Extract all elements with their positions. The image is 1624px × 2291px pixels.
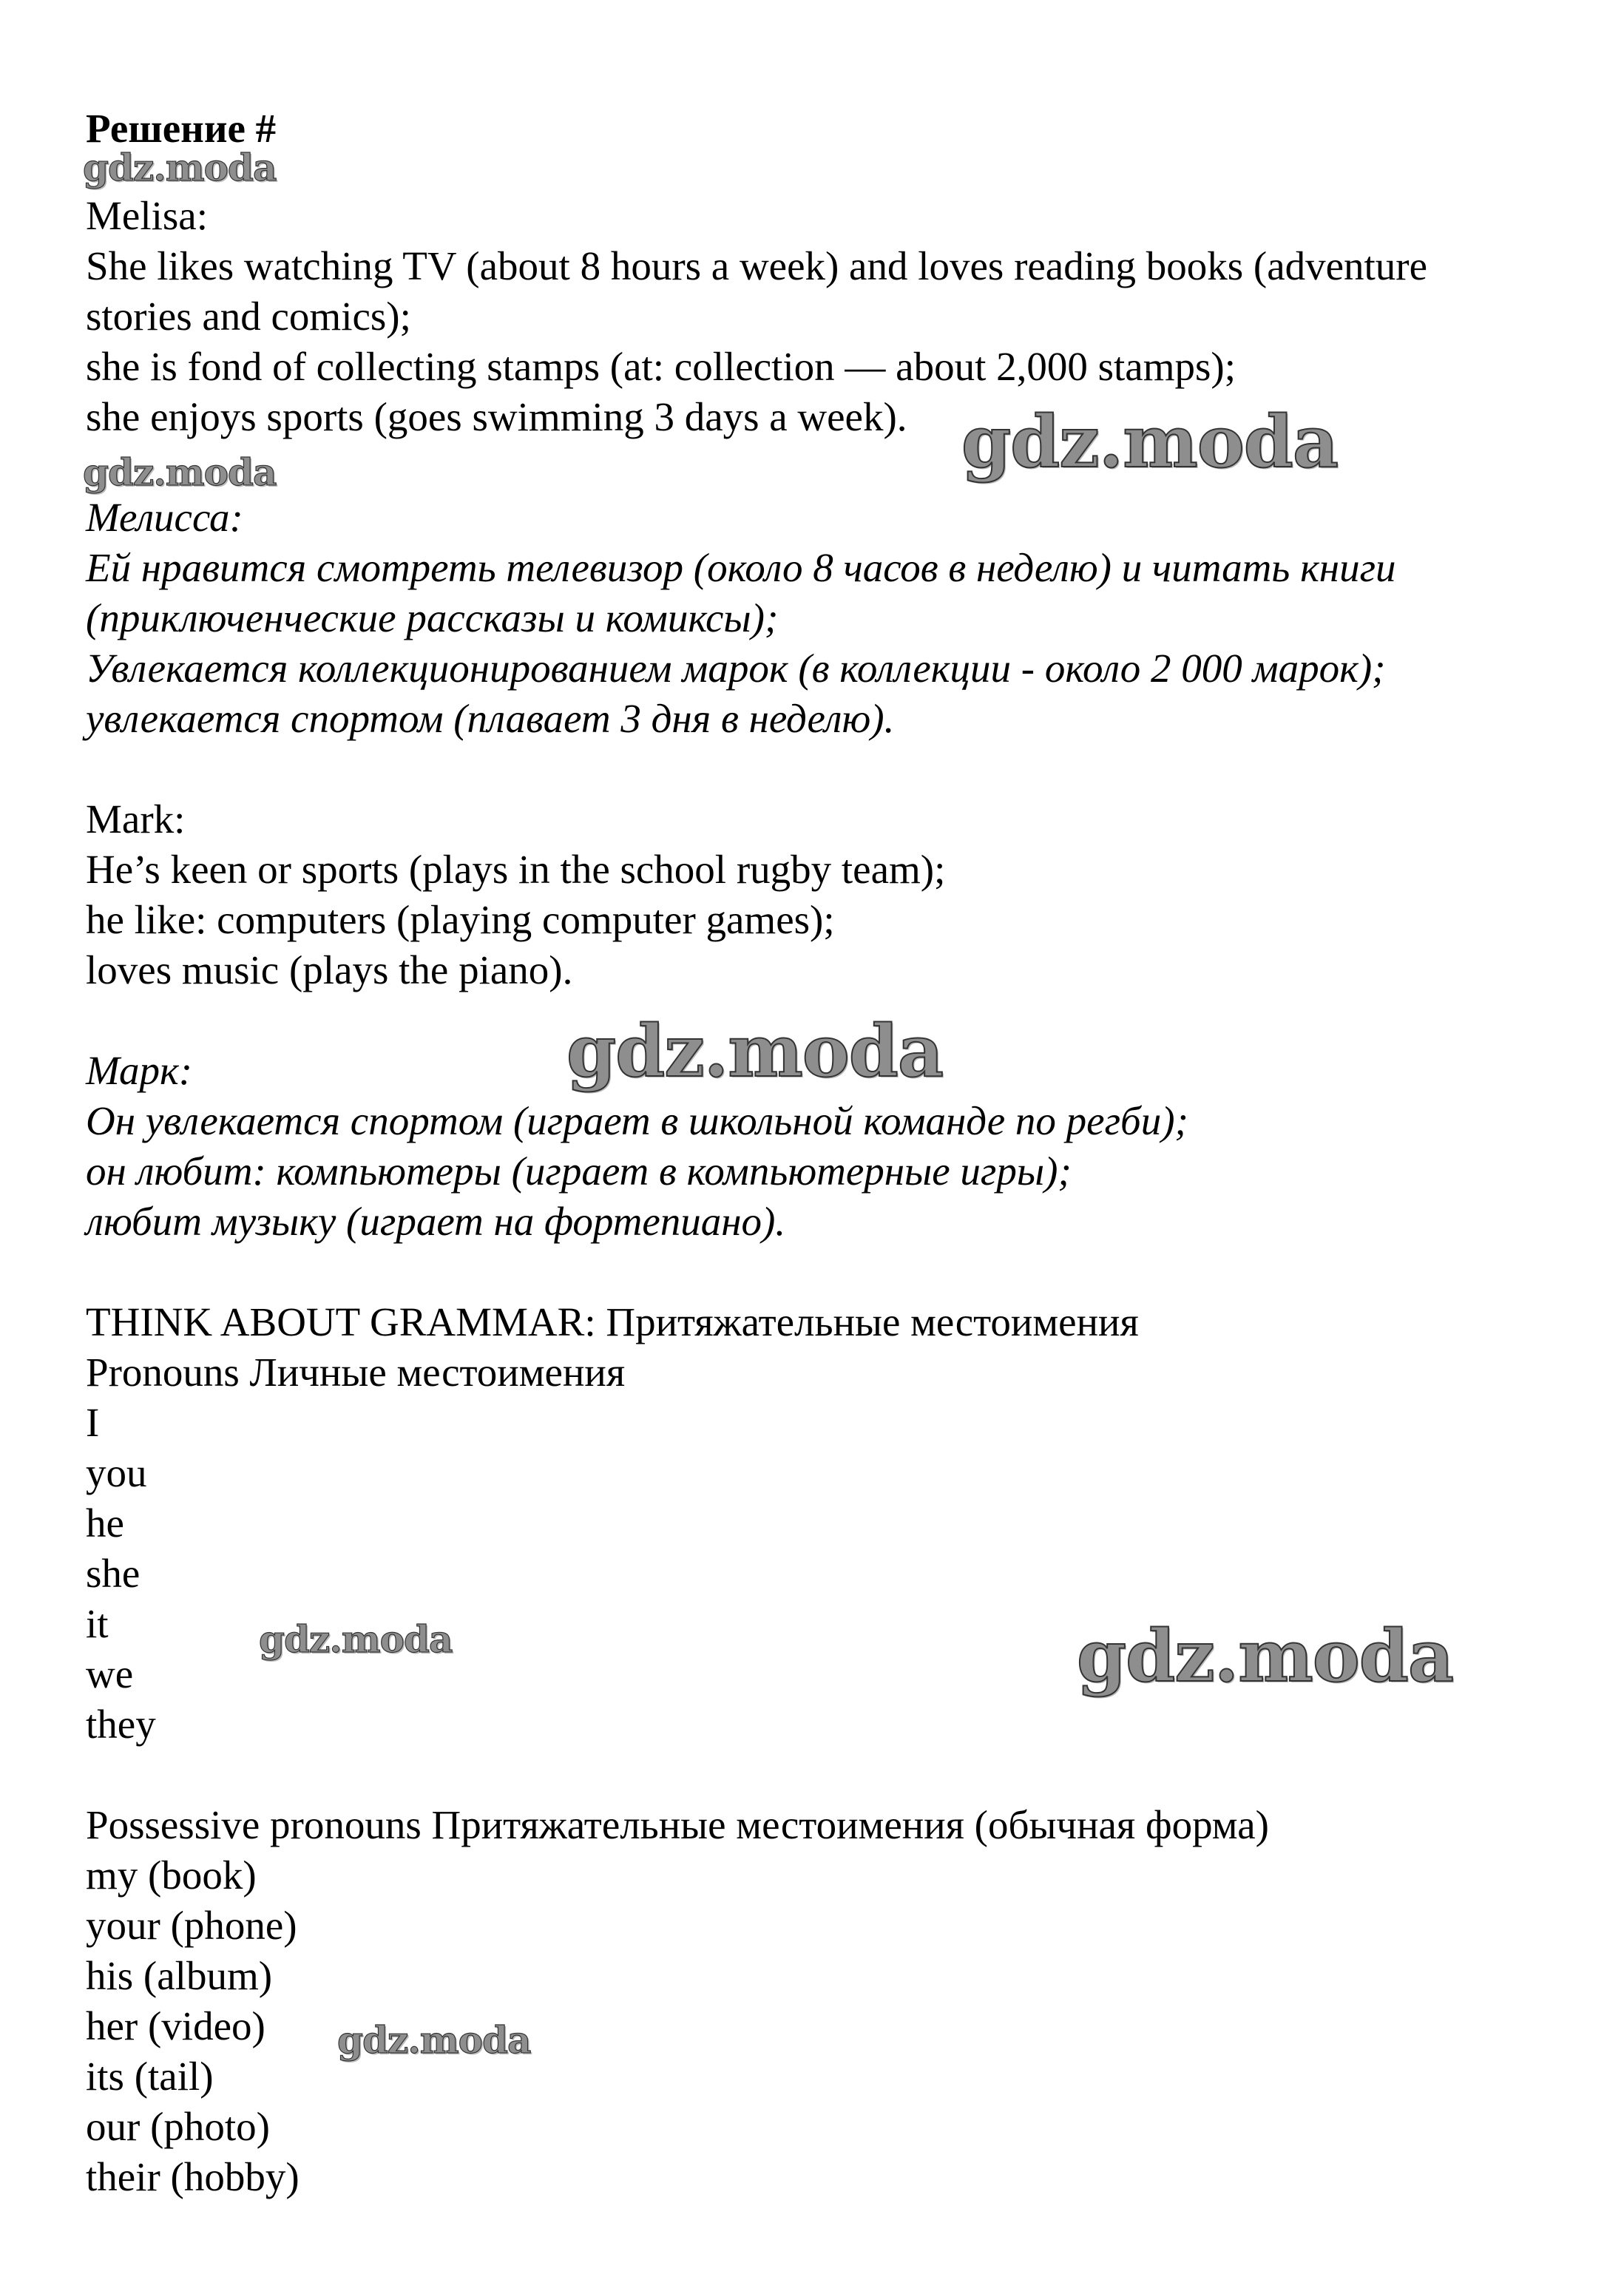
- possessive-title: Possessive pronouns Притяжательные местоимения (обычная форма): [86, 1802, 1269, 1847]
- mark-en-line: He’s keen or sports (plays in the school rugby team);: [86, 847, 946, 892]
- melisa-ru-line: (приключенческие рассказы и комиксы);: [86, 595, 779, 640]
- mark-ru-line: любит музыку (играет на фортепиано).: [86, 1199, 786, 1244]
- melisa-ru-name: Мелисса:: [86, 495, 243, 540]
- watermark-logo: gdz.moda: [337, 2018, 531, 2062]
- possessive-item: our (photo): [86, 2104, 270, 2149]
- pronoun-item: he: [86, 1500, 124, 1546]
- mark-en-line: he like: computers (playing computer games);: [86, 897, 835, 942]
- possessive-item: his (album): [86, 1953, 273, 1998]
- pronoun-item: we: [86, 1651, 134, 1696]
- melisa-ru-line: увлекается спортом (плавает 3 дня в неделю).: [86, 696, 895, 741]
- possessive-item: their (hobby): [86, 2154, 300, 2199]
- mark-name: Mark:: [86, 796, 186, 842]
- possessive-item: my (book): [86, 1852, 257, 1898]
- possessive-item: your (phone): [86, 1903, 297, 1948]
- pronoun-item: you: [86, 1450, 147, 1495]
- mark-ru-name: Марк:: [86, 1048, 193, 1093]
- page-heading: Решение #: [86, 106, 277, 151]
- watermark-logo: gdz.moda: [83, 146, 277, 189]
- melisa-en-line: She likes watching TV (about 8 hours a week) and loves reading books (adventure: [86, 243, 1428, 288]
- watermark-logo: gdz.moda: [83, 450, 277, 494]
- pronoun-item: she: [86, 1551, 141, 1596]
- melisa-en-line: she enjoys sports (goes swimming 3 days a week).: [86, 394, 907, 439]
- melisa-en-line: she is fond of collecting stamps (at: collection — about 2,000 stamps);: [86, 344, 1236, 389]
- melisa-ru-line: Увлекается коллекционированием марок (в коллекции - около 2 000 марок);: [86, 646, 1386, 691]
- watermark-logo: gdz.moda: [566, 1009, 944, 1093]
- pronoun-item: it: [86, 1601, 109, 1646]
- pronoun-item: I: [86, 1400, 100, 1445]
- possessive-item: her (video): [86, 2003, 265, 2048]
- watermark-logo: gdz.moda: [961, 400, 1339, 484]
- grammar-subtitle: Pronouns Личные местоимения: [86, 1350, 626, 1395]
- mark-ru-line: он любит: компьютеры (играет в компьютерные игры);: [86, 1148, 1072, 1194]
- pronoun-item: they: [86, 1702, 156, 1747]
- melisa-name: Melisa:: [86, 193, 208, 238]
- watermark-logo: gdz.moda: [259, 1617, 453, 1661]
- grammar-title: THINK ABOUT GRAMMAR: Притяжательные местоимения: [86, 1299, 1139, 1344]
- mark-ru-line: Он увлекается спортом (играет в школьной команде по регби);: [86, 1098, 1188, 1143]
- melisa-en-line: stories and comics);: [86, 294, 411, 339]
- possessive-item: its (tail): [86, 2054, 214, 2099]
- watermark-logo: gdz.moda: [1077, 1614, 1454, 1698]
- melisa-ru-line: Ей нравится смотреть телевизор (около 8 часов в неделю) и читать книги: [86, 545, 1396, 590]
- mark-en-line: loves music (plays the piano).: [86, 947, 573, 992]
